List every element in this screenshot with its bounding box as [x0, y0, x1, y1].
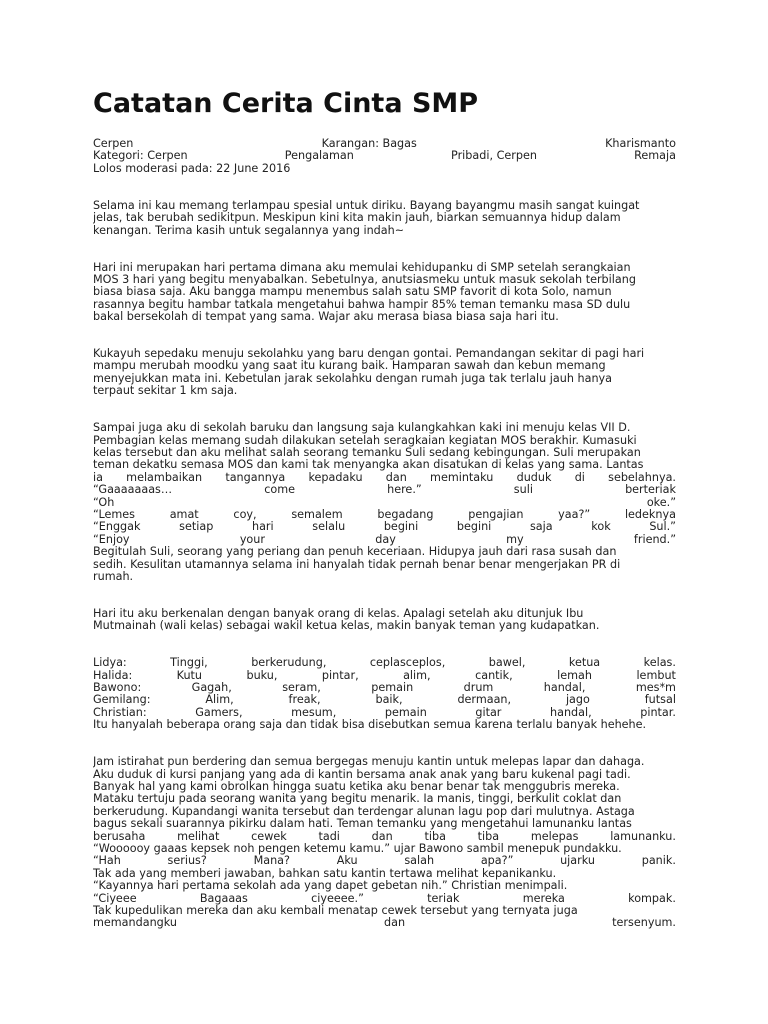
text-segment: “Enggak [93, 521, 141, 534]
text-segment: ledeknya [624, 508, 676, 521]
text-segment: begadang [377, 508, 434, 521]
text-line: Jam istirahat pun berdering dan semua bergegas menuju kantin untuk melepas lapar dan dahaga. [93, 756, 645, 769]
text-line [93, 472, 676, 484]
text-segment: hari [251, 521, 274, 534]
text-segment: begini [383, 521, 419, 534]
text-line [93, 893, 676, 905]
text-segment: ujarku [560, 855, 595, 868]
text-segment: duduk [516, 471, 552, 484]
text-segment: Pengalaman [284, 150, 354, 163]
meta-line [93, 150, 676, 162]
text-line [93, 521, 676, 533]
text-segment: pemain [384, 706, 427, 719]
text-line: biasa biasa saja. Aku bangga mampu menembus salah satu SMP favorit di kota Solo, namun [93, 286, 612, 299]
paragraph [93, 262, 676, 324]
paragraph [93, 657, 676, 731]
text-line [93, 707, 676, 719]
text-segment: setiap [179, 521, 214, 534]
text-segment: handal, [543, 682, 586, 695]
text-line: Tak ada yang memberi jawaban, bahkan satu kantin tertawa melihat kepanikanku. [93, 867, 557, 880]
text-line: kelas tersebut dan aku melihat salah seorang temanku Suli sedang kebingungan. Suli merupakan [93, 447, 641, 460]
text-segment: freak, [288, 694, 321, 707]
paragraph [93, 422, 676, 583]
text-line: menyejukkan mata ini. Kebetulan jarak sekolahku dengan rumah juga tak terlalu jauh hanya [93, 372, 613, 385]
text-segment: kompak. [628, 892, 676, 905]
text-segment: oke.” [646, 496, 676, 509]
text-segment: Gamers, [195, 706, 243, 719]
text-line: terpaut sekitar 1 km saja. [93, 385, 238, 398]
text-segment: ia [93, 471, 103, 484]
text-segment: panik. [641, 855, 676, 868]
text-segment: Kategori: Cerpen [93, 150, 188, 163]
text-segment: Kharismanto [605, 138, 676, 150]
paragraph [93, 200, 676, 237]
text-segment: Christian: [93, 706, 147, 719]
text-segment: Gagah, [191, 682, 232, 695]
text-line: Hari ini merupakan hari pertama dimana aku memulai kehidupanku di SMP setelah serangkaian [93, 261, 631, 274]
text-line: mampu merubah moodku yang saat itu kurang baik. Hamparan sawah dan kebun memang [93, 360, 606, 373]
text-segment: saja [529, 521, 553, 534]
text-segment: my [506, 533, 524, 546]
text-line: “Kayannya hari pertama sekolah ada yang dapet gebetan nih.” Christian menimpali. [93, 880, 568, 893]
text-segment: semalem [291, 508, 343, 521]
text-line: teman dekatku semasa MOS dan kami tak menyangka akan disatukan di kelas yang sama. Lantas [93, 459, 644, 472]
text-line: bakal bersekolah di tempat yang sama. Wajar aku merasa biasa biasa saja hari itu. [93, 311, 559, 324]
text-segment: ceplasceplos, [369, 657, 446, 670]
text-line: rumah. [93, 570, 134, 583]
text-segment: pintar, [321, 669, 359, 682]
text-segment: “Ciyeee [93, 892, 137, 905]
text-segment: yaa?” [558, 508, 591, 521]
text-line: Mataku tertuju pada seorang wanita yang begitu menarik. Ia manis, tinggi, berkulit coklat dan [93, 793, 622, 806]
text-segment: tangannya [225, 471, 286, 484]
text-segment: here.” [387, 484, 422, 497]
text-line: Tak kupedulikan mereka dan aku kembali menatap cewek tersebut yang ternyata juga [93, 904, 578, 917]
text-segment: handal, [550, 706, 592, 719]
text-segment: berteriak [625, 484, 676, 497]
text-segment: mesum, [291, 706, 337, 719]
text-line: rasannya begitu hambar tatkala mengetahui bahwa hampir 85% teman temanku masa SD dulu [93, 298, 631, 311]
text-segment: sebelahnya. [608, 471, 676, 484]
meta-line: Lolos moderasi pada: 22 June 2016 [93, 162, 291, 175]
text-segment: Karangan: Bagas [321, 138, 417, 150]
text-segment: “Oh [93, 496, 115, 509]
text-segment: serius? [167, 855, 207, 868]
text-segment: gitar [475, 706, 502, 719]
text-line: Mutmainah (wali kelas) sebagai wakil ketua kelas, makin banyak teman yang kudapatkan. [93, 620, 600, 633]
text-segment: kepadaku [308, 471, 363, 484]
text-segment: tiba [424, 830, 446, 843]
story-meta [93, 138, 676, 175]
text-segment: tersenyum. [612, 917, 676, 930]
text-segment: Cerpen [93, 138, 134, 150]
text-segment: di [574, 471, 585, 484]
text-line: jelas, tak berubah sedikitpun. Meskipun kini kita makin jauh, biarkan semuannya hidup dalam [93, 212, 621, 225]
text-segment: tiba [477, 830, 500, 843]
text-line: Selama ini kau memang terlampau spesial untuk diriku. Bayang bayangmu masih sangat kuingat [93, 199, 640, 212]
text-segment: melambaikan [126, 471, 203, 484]
text-line [93, 831, 676, 843]
text-line: kenangan. Terima kasih untuk segalannya yang indah~ [93, 224, 405, 237]
text-segment: baik, [375, 694, 403, 707]
text-segment: ciyeeee.” [311, 892, 364, 905]
text-segment: mes*m [635, 682, 676, 695]
document-title: Catatan Cerita Cinta SMP [93, 88, 479, 119]
text-segment: coy, [233, 508, 257, 521]
text-segment: memandangku [93, 917, 177, 930]
text-segment: “Gaaaaaaas… [93, 484, 173, 497]
text-segment: Bagaaas [199, 892, 248, 905]
text-segment: dermaan, [457, 694, 512, 707]
text-segment: drum [463, 682, 494, 695]
text-segment: pemain [371, 682, 414, 695]
text-segment: come [264, 484, 295, 497]
text-segment: ketua [568, 657, 601, 670]
text-segment: begini [456, 521, 492, 534]
text-segment: your [239, 533, 265, 546]
text-line: Banyak hal yang kami obrolkan hingga suatu ketika aku benar benar tak menggubris mereka. [93, 781, 620, 793]
text-line: sedih. Kesulitan utamannya selama ini hanyalah tidak pernah benar benar mengerjakan PR di [93, 558, 621, 571]
paragraph [93, 348, 676, 398]
text-line [93, 670, 676, 682]
text-segment: salah [404, 855, 435, 868]
text-segment: tadi [318, 830, 340, 843]
text-line [93, 694, 676, 706]
text-segment: Sul.” [649, 521, 676, 534]
text-segment: melepas [530, 830, 579, 843]
text-segment: kok [591, 521, 611, 534]
text-segment: jago [565, 694, 590, 707]
text-segment: melihat [177, 830, 220, 843]
document-body [93, 138, 676, 930]
text-line: Aku duduk di kursi panjang yang ada di kantin bersama anak anak yang baru kukenal pagi tadi. [93, 768, 631, 781]
text-segment: “Lemes [93, 508, 135, 521]
text-segment: lamunanku. [610, 830, 676, 843]
text-segment: seram, [282, 682, 321, 695]
text-segment: cantik, [475, 669, 513, 682]
text-segment: dan [385, 471, 407, 484]
text-segment: pengajian [468, 508, 524, 521]
text-line: berkerudung. Kupandangi wanita tersebut dan terdengar alunan lagu pop dari mulutnya. Astaga [93, 805, 635, 818]
text-segment: lembut [636, 669, 676, 682]
text-segment: amat [169, 508, 199, 521]
text-line: MOS 3 hari yang begitu menyabalkan. Sebetulnya, anutsiasmeku untuk masuk sekolah terbilang [93, 273, 636, 286]
text-segment: memintaku [430, 471, 494, 484]
text-segment: suli [513, 484, 533, 497]
text-segment: apa?” [480, 855, 514, 868]
text-segment: Halida: [93, 669, 133, 682]
text-segment: Pribadi, Cerpen [451, 150, 537, 163]
text-line [93, 917, 676, 929]
text-segment: pintar. [640, 706, 676, 719]
text-line [93, 484, 676, 496]
text-segment: selalu [312, 521, 346, 534]
text-segment: buku, [246, 669, 278, 682]
text-line: bagus sekali suarannya pikirku dalam hati. Teman temanku yang mengetahui lamunanku lantas [93, 818, 632, 831]
text-segment: berusaha [93, 830, 146, 843]
text-line [93, 509, 676, 521]
text-segment: teriak [427, 892, 460, 905]
text-line: Pembagian kelas memang sudah dilakukan setelah seragkaian kegiatan MOS berakhir. Kumasuki [93, 434, 637, 447]
text-line [93, 855, 676, 867]
text-segment: Kutu [176, 669, 203, 682]
text-segment: Alim, [205, 694, 234, 707]
text-line: Itu hanyalah beberapa orang saja dan tidak bisa disebutkan semua karena terlalu banyak hehehe. [93, 719, 647, 732]
text-segment: cewek [251, 830, 287, 843]
text-segment: Remaja [634, 150, 676, 163]
text-line: Kukayuh sepedaku menuju sekolahku yang baru dengan gontai. Pemandangan sekitar di pagi hari [93, 348, 645, 361]
text-line [93, 534, 676, 546]
text-segment: Bawono: [93, 682, 142, 695]
text-segment: lemah [557, 669, 592, 682]
text-segment: Tinggi, [170, 657, 208, 670]
text-segment: Gemilang: [93, 694, 151, 707]
text-line [93, 657, 676, 669]
text-line: Hari itu aku berkenalan dengan banyak orang di kelas. Apalagi setelah aku ditunjuk Ibu [93, 607, 584, 620]
text-segment: “Hah [93, 855, 121, 868]
paragraph [93, 756, 676, 929]
text-segment: dan [371, 830, 393, 843]
text-line: Sampai juga aku di sekolah baruku dan langsung saja kulangkahkan kaki ini menuju kelas VII D. [93, 422, 631, 435]
text-segment: berkerudung, [251, 657, 327, 670]
text-segment: kelas. [643, 657, 676, 670]
text-segment: bawel, [488, 657, 526, 670]
text-line: “Woooooy gaaas kepsek noh pengen ketemu kamu.” ujar Bawono sambil menepuk pundakku. [93, 842, 622, 855]
text-segment: futsal [644, 694, 676, 707]
text-segment: alim, [403, 669, 431, 682]
text-segment: Lidya: [93, 657, 127, 670]
text-segment: mereka [522, 892, 565, 905]
meta-line [93, 138, 676, 150]
text-line [93, 682, 676, 694]
text-segment: “Enjoy [93, 533, 130, 546]
text-segment: dan [384, 917, 406, 930]
text-line [93, 497, 676, 509]
paragraph [93, 608, 676, 633]
text-segment: friend.” [633, 533, 676, 546]
text-segment: day [375, 533, 396, 546]
text-segment: Aku [336, 855, 358, 868]
text-line: Begitulah Suli, seorang yang periang dan penuh keceriaan. Hidupya jauh dari rasa susah dan [93, 546, 617, 559]
text-segment: Mana? [253, 855, 290, 868]
